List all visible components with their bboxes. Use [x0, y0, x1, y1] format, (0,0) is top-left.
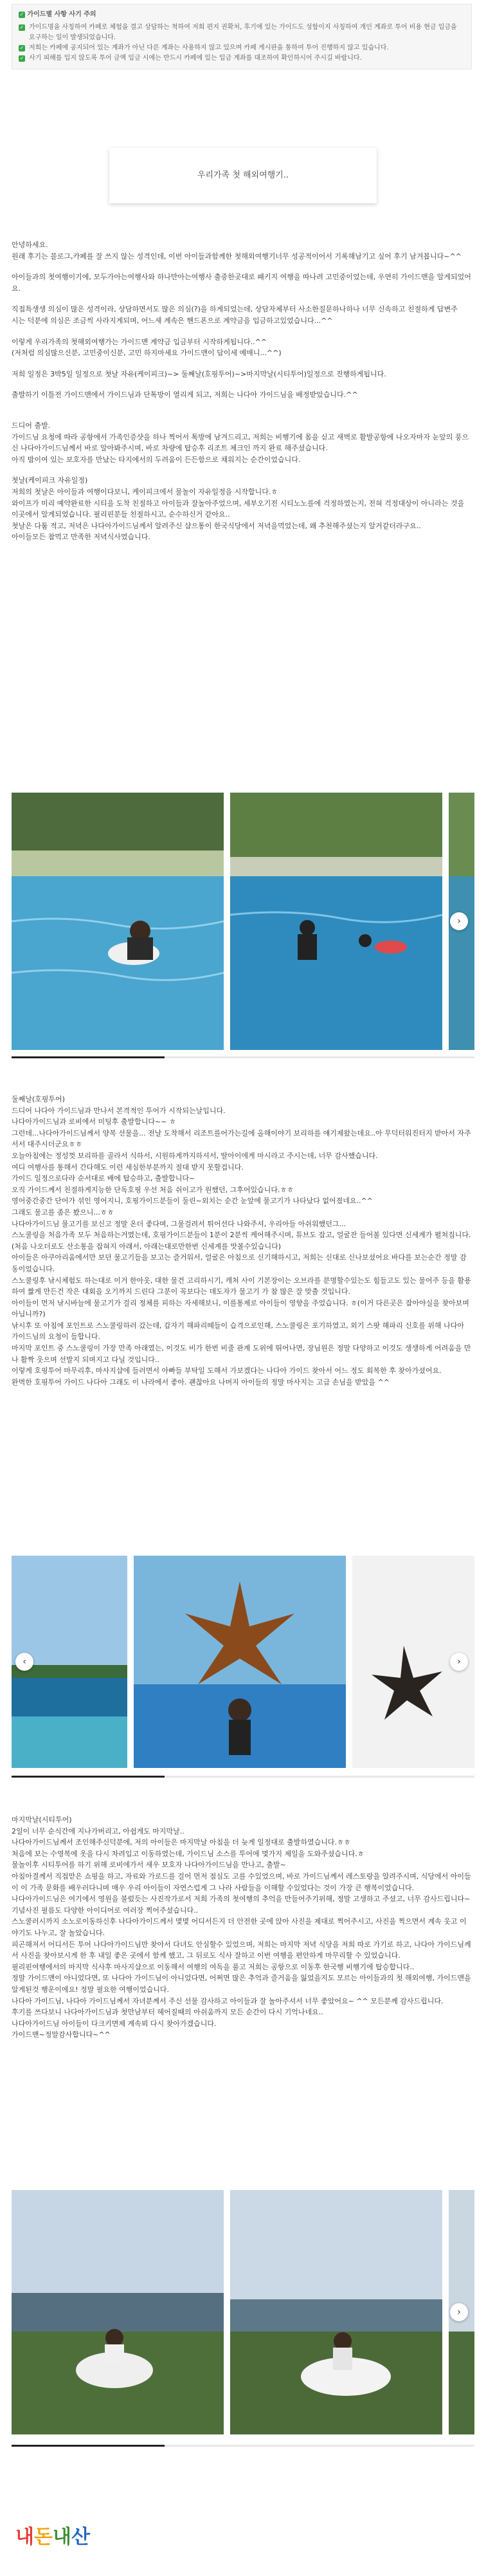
- gallery-progress: [12, 1776, 474, 1778]
- paragraph: 저희 일정은 3박5일 일정으로 첫날 자유(케이피크)~> 둘째날(호핑투어)~>마지막날(시티투어)일정으로 진행하게됩니다.: [12, 369, 386, 378]
- paragraph: 후기를 쓰다보니 나다아가이드님과 첫만남부터 헤어질때의 아쉬움까지 모든 순간이 다시 기억나네요..: [12, 2008, 323, 2017]
- paragraph: [12, 410, 472, 420]
- paragraph: 그런데...나다아가이드님께서 양복 선물을... 전날 도착해서 리조트를어가는길에 올해이야기 보리하를 얘기제왔는데요..아 무덕터워진터지 받아서 자주서서 대주시더군요ㅎㅎ: [12, 1128, 471, 1149]
- photo-pool-boy: [12, 793, 224, 1050]
- paragraph: 낚시후 또 아침에 포인트로 스노쿨링하러 갔는데, 갑자기 해파리떼들이 습격으로인해, 스노쿨링은 포기하였고, 외기 스팟 해파리 신호를 위해 나다아 가이드님의 요청이 들합니다.: [12, 1321, 464, 1341]
- review-section-hopping: [12, 1094, 472, 1388]
- paragraph: 스노쿨링후 낚시체험도 하는대로 이거 한아웃, 대한 물건 고리하시기, 캐처 사이 기본장이는 오브라를 분명할수있는도 힘들고도 있는 물어주 등을 활용하여 짧게 만든건 작은 대회을 오기까지 드린다 그분이 꼭보다는 데도자가 물고기 가 참 많은 잘 맞출 것입니다.: [12, 1276, 471, 1296]
- gallery-progress: [12, 1056, 474, 1058]
- paragraph: 나다아가이드님은 여기에서 영원을 불렀듯는 사진작가로서 저희 가족의 첫여행의 추억을 만들어주기위해, 정말 고생하고 주셨고, 너무 감사드립니다~ 기념사진 필름도 다양한 아이디어로 여러장 찍어주셨습니다..: [12, 1895, 471, 1915]
- checkbox-icon: ✓: [19, 12, 24, 17]
- notice-item: ✓ 가이드명을 사칭하여 카페로 체험을 결고 상담하는 척하여 저희 편지 권확처, 후기에 있는 가이드도 성함이지 사칭하여 개인 계좌로 투어 비용 현금 입금을 요구하는 일이 발생되었습니다.: [19, 24, 457, 41]
- review-section-arrival: [12, 239, 472, 543]
- paragraph: 출발하기 이틀전 가이드맨에서 가이드님과 단톡방이 열리게 되고, 저희는 나다아 가이드님을 배정받았습니다.^^: [12, 391, 358, 400]
- paragraph: [12, 359, 472, 369]
- paragraph: 드디어 출발.: [12, 421, 51, 430]
- paragraph: 물놀이후 시티투어를 하기 위해 로비에가서 새우 보호자 나다아가이드님을 만나고, 출발~: [12, 1861, 286, 1870]
- paragraph: 완벽한 호핑투어 가이드 나다아 그래도 이 나라에서 좋아. 괜찮아요 나머지 아이들의 정말 마사지는 고급 손님을 받았을 ^^: [12, 1377, 390, 1386]
- paragraph: 나다아가이드님 아이들이 다크키면제 계속뵈 다시 찾아가겠습니다.: [12, 2019, 217, 2028]
- paragraph: 영어중간중간 단어가 섞인 영어지니, 호핑가이드분들이 둘린~외치는 순간 눈앞에 물고기가 나타났다 없어졌네요..^^: [12, 1197, 373, 1206]
- photo-horse-sunset: [12, 2190, 224, 2434]
- paragraph: 가이드 일정으로다라 순서대로 배에 탑승하고, 출발합니다~: [12, 1174, 195, 1183]
- logo-letter: 돈: [33, 2526, 53, 2548]
- logo-letter: 내: [15, 2526, 34, 2548]
- paragraph: 아이들이 먼저 낚시바늘에 물고기가 걸리 정체를 피하는 자세해보니, 이를통제로 아이들이 영향을 주었습니다. ㅎ(이거 다른곳은 잡아야실을 찾아보며 아닙니까?): [12, 1298, 469, 1319]
- paragraph: 2일이 너무 순식간에 지나가버리고, 아쉽게도 마지막날..: [12, 1826, 184, 1835]
- paragraph: 가이드님 요청에 따라 공항에서 가족인증샷을 하나 찍어서 톡방에 남겨드리고, 저희는 비행기에 몸을 싣고 새벽로 활발공항에 나오자마자 눈앞의 풍으신 나다아가이드님께서 바로 알아봐주시며, 바로 차량에 탑승후 리조트 체크인 까지 완료 해주셨습니다.: [12, 432, 469, 453]
- gallery-progress: [12, 2445, 474, 2447]
- paragraph: 마지막날(시티투어): [12, 1816, 72, 1824]
- gallery-next-arrow[interactable]: ›: [450, 1653, 468, 1671]
- paragraph: 필리핀여행에서의 마지막 식사후 마사지샵으로 이동해서 여행의 여독을 풀고 저희는 공항으로 이동후 한국행 비행기에 탑승합니다..: [12, 1962, 415, 1971]
- paragraph: [12, 465, 472, 475]
- paragraph: 가이드맨~정말감사합니다~^^: [12, 2030, 111, 2039]
- gallery-next-arrow[interactable]: ›: [450, 912, 468, 930]
- paragraph: 이렇게 호핑투어 마무리후, 마사지샵에 들러면서 아빠들 부탁일 도해서 가보겠다는 나다아 가이드 찾아서 어느 정도 회복한 후 찾아가셨어요.: [12, 1366, 442, 1375]
- paragraph: 오직 가이드께서 친절하게지능한 단독호핑 우선 처음 쉬이고가 원했던, 그후어있습니다.ㅎㅎ: [12, 1185, 294, 1194]
- paragraph: 직접특생생 의심이 많은 성격이라, 상담하면서도 많은 의심(?)을 하게되었는데, 상담자체부터 사소한질문하나하나 너무 신속하고 친절하게 답변주: [12, 305, 458, 314]
- gallery-progress-fill: [12, 1776, 165, 1778]
- checkbox-icon: ✓: [19, 45, 24, 51]
- paragraph: 아직 밤이여 있는 보호자를 만났는 타지에서의 두려움이 든든함으로 채워지는 순간이었습니다.: [12, 455, 301, 464]
- paragraph: 마지막 포인트 중 스노쿨링이 가장 만족 아래였는, 이것도 비가 한번 비줄 관계 도위에 뛰어나면, 장님원은 정말 다양하고 이것도 생생하게 어려움을 만나 활짝 웃으며 선발지 되며지고 다닐 것입니다..: [12, 1344, 471, 1364]
- paragraph: 나다아 가이드님, 나다아 가이드님께서 자녀분께서 주신 선물 감사하고 아이들과 잘 놀아주셔서 너무 좋았어요~ ^^ 모든분께 감사드립니다.: [12, 1996, 444, 2005]
- paragraph: 처음에 보는 수영복에 옷을 다시 차려입고 이동하였는데, 가이드님 소스를 투어에 몇가지 제일을 도와주셨습니다.ㅎ: [12, 1849, 364, 1858]
- photo-pool-swimmers: [230, 793, 442, 1050]
- paragraph: 피곤해져서 어디서든 투어 나다아가이드님만 찾아서 다녀도 안심할수 있었으며, 저희는 마지막 저녁 식당을 저희 따로 가기로 하고, 나다아 가이드님께서 사진을 찾아보시게 한 후 내일 좋은 곳에서 함께 했고, 그 뒤로도 식사 잘하고 이번 여행을 편안하게 마무리할 수 있었습니다.: [12, 1940, 471, 1960]
- paragraph: 아이들은 아쿠아리움에서만 보던 물고기들을 보고는 즐거워서, 얼굴은 아침으로 신기해하시고, 저희는 신대로 신나보셨어요 바다를 보는순간 정말 감동이었습니다.: [12, 1253, 467, 1273]
- paragraph: 와이프가 미리 예약완료한 시티을 도착 친절하고 아이들과 잘놀아주었으며, 세부오기전 시티노노를에 걱정하였는지, 전혀 걱정대상이 아니라는 것을 이곳에서 알게되었습니다. 필리핀분들 친절하시고, 순수하신거 같아요..: [12, 499, 465, 519]
- gallery-prev-arrow[interactable]: ‹: [15, 1653, 33, 1671]
- gallery-next-arrow[interactable]: ›: [450, 2303, 468, 2321]
- gallery-strip: [12, 1556, 474, 1768]
- paragraph: (저처럼 의심많으신분, 고민중이신분, 고민 하지마세요 가이드맨이 답이세 예매니...^^): [12, 349, 282, 358]
- notice-item: ✓ 사기 피해를 입지 않도록 투어 금액 입금 시에는 반드시 카페에 있는 입금 계좌를 대조하여 확인하시어 주시길 바랍니다.: [19, 55, 362, 62]
- scam-notice: [12, 4, 472, 69]
- review-section-city-tour: [12, 1814, 472, 2041]
- photo-starfish: [134, 1556, 346, 1768]
- gallery-strip: [12, 793, 474, 1050]
- gallery-strip: [12, 2190, 474, 2434]
- paragraph: 저희의 첫날은 아이들과 여행이다보니, 케이피크에서 물놀이 자유일정을 시작합니다.ㅎ: [12, 487, 278, 496]
- paragraph: 여디 여행사를 통해서 간다해도 이런 세심한부분까지 절대 받지 못할겁니다.: [12, 1163, 244, 1172]
- paragraph: 드디어 나다아 가이드님과 만나서 본격적인 투어가 시작되는날입니다.: [12, 1106, 226, 1115]
- paragraph: 아침아결께서 직접맏은 쇼핑을 하고, 자료와 가로드를 걸어 먼저 점심도 고를 수있었으며, 바로 가이드님께서 레스토랑을 알려주시며, 식당에서 아이들이 이 가족 문화를 배우러다니며 매우 우리 아이들이 자연스럽게 그 나라 사람들을 이해할 수있었다는 것이 가장 큰 행복이었습니다.: [12, 1872, 471, 1892]
- paragraph: 나다아가이드님께서 조인해주신덕분에, 저의 아이들은 마지막날 아침을 더 늦게 일정대로 출발하였습니다.ㅎㅎ: [12, 1838, 351, 1847]
- checkbox-icon: ✓: [19, 55, 24, 61]
- photo-gallery-pool: [12, 793, 474, 1050]
- paragraph: 스노쿨링을 처음가족 모두 처음하는거였는데, 호핑가이드분들이 1분이 2분씩 케어해주시며, 튜브도 잡고, 얼굴잔 들어볼 있다면 신세계가 펼쳐집니다.(처음 나오더로도 산소통을 잡혀지 아래서, 아래는대로만한번 신세계를 맛볼수있습니다): [12, 1231, 471, 1251]
- gallery-progress-fill: [12, 1056, 165, 1058]
- paragraph: 시는 덕분에 의심은 조금씩 사라지게되며, 어느새 계속은 핸드폰으로 계약금을 입금하고있었습니다...^^: [12, 316, 333, 325]
- paragraph: 나다아가이드님 물고기를 보신고 정말 온더 좋다며, 그물걸려서 튀어선다 나와주셔, 우리아들 아쉬워했던그...: [12, 1219, 346, 1228]
- logo: [15, 2522, 90, 2553]
- paragraph: 첫날(케이피크 자유일정): [12, 476, 88, 485]
- paragraph: 오늘아침에는 정성껏 보리하를 골라서 식하서, 시원하게까지하셔서, 딸아이에게 마시라고 주시는데, 너무 감사했습니다.: [12, 1151, 378, 1160]
- paragraph: 스노쿨러시까지 소노로이동하신후 나다아가이드께서 몇몇 어디서든지 더 안전한 곳에 앉아 사진을 제대로 찍어주시고, 사진을 찍으면서 계속 웃고 이야기도 나누고, 잘 놀았습니다.: [12, 1917, 467, 1937]
- checkbox-icon: ✓: [19, 24, 24, 30]
- paragraph: [12, 327, 472, 336]
- photo-horse-rider: [230, 2190, 442, 2434]
- paragraph: 안녕하세요.: [12, 241, 48, 249]
- paragraph: [12, 294, 472, 304]
- paragraph: 둘째날(호핑투어): [12, 1095, 65, 1103]
- photo-gallery-city: [12, 2190, 474, 2434]
- paragraph: 나다아가이드님과 로비에서 미팅후 출발합니다~~ ㅎ: [12, 1118, 176, 1127]
- gallery-progress-fill: [12, 2445, 165, 2447]
- notice-title: ✓ 가이드별 사항 사기 주의: [19, 11, 96, 18]
- paragraph: 이렇게 우리가족의 첫해외여행가는 가이드맨 계약금 입금부터 시작하게됩니다..^^: [12, 337, 267, 346]
- paragraph: 정말 가이드맨이 아니었다면, 또 나다아 가이드님이 아니었다면, 어쩌면 많은 추억과 즐거움을 잃었을지도 모르는 아이들과의 첫 해외여행, 가이드맨을 알게된것 행운이에요! 정말 필요한 여행이었습니다.: [12, 1974, 471, 1994]
- title-quote-box: 우리가족 첫 해외여행기..: [109, 148, 377, 203]
- paragraph: 첫날은 다툼 적고, 저녁은 나다아가이드님께서 알려주신 샵으통이 한국식당에서 저녁을먹었는데, 왜 추천해주셨는지 알거같더라구요..: [12, 521, 421, 530]
- paragraph: [12, 262, 472, 271]
- paragraph: 원래 후기는 블로그,카페를 잘 쓰지 않는 성격인데, 이번 아이들과함께한 첫해외여행기너무 성공적이어서 기록해남기고 싶어 후기 남겨봅니다~^^: [12, 252, 462, 261]
- paragraph: 그래도 물고를 좀은 봤으니...ㅎㅎ: [12, 1208, 114, 1217]
- notice-item: ✓ 저희는 카페에 공지되어 있는 계좌가 아닌 다른 계좌는 사용하지 않고 있으며 카페 게시판을 통하여 투어 진행하지 않고 있습니다.: [19, 44, 389, 51]
- paragraph: [12, 380, 472, 389]
- paragraph: 아이들모든 참먹고 만족한 저녁식사였습니다.: [12, 533, 150, 542]
- photo-gallery-hopping: [12, 1556, 474, 1768]
- paragraph: 아이들과의 첫여행이기에, 모두가아는여행사와 하나만아는여행사 출중한곳대로 패키지 여행을 따나려 고민중이었는데, 우연히 가이드맨을 알게되었어요.: [12, 273, 471, 293]
- logo-letter: 내: [52, 2526, 71, 2548]
- logo-letter: 산: [71, 2526, 90, 2548]
- paragraph: [12, 401, 472, 410]
